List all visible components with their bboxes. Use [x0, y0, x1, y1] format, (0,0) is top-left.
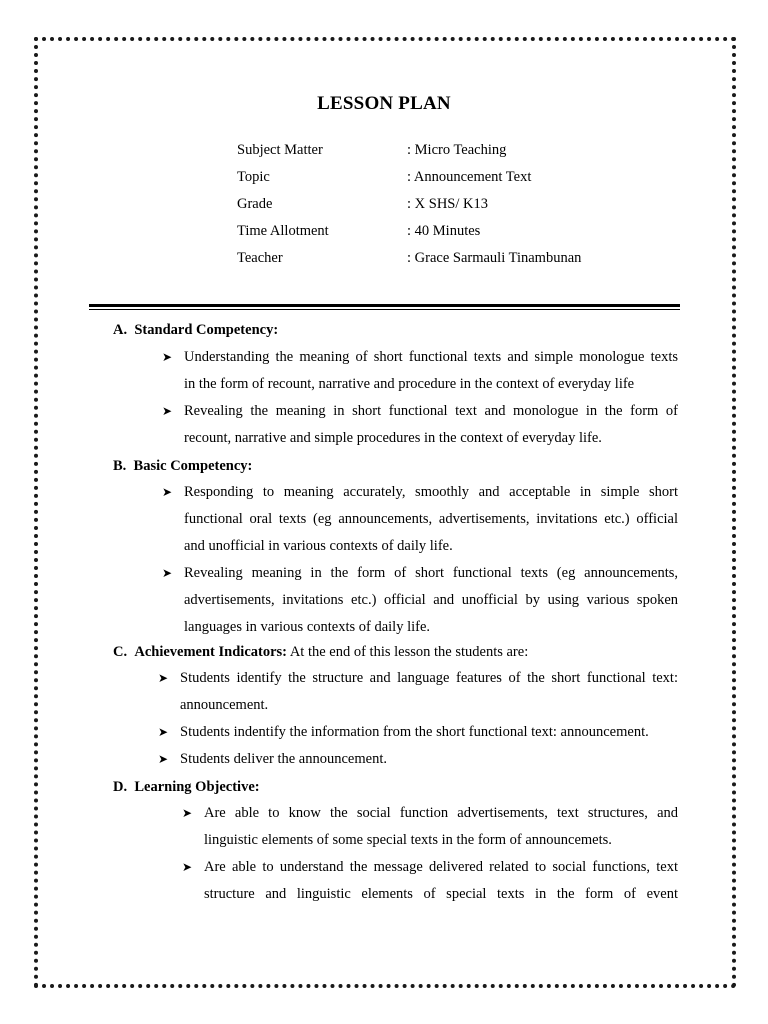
section-letter: B. [113, 458, 127, 474]
list-item-line: Students indentify the information from the short functional text: announcement. [180, 724, 649, 740]
section-letter: D. [113, 779, 128, 795]
list-item [162, 398, 678, 452]
page-title: LESSON PLAN [317, 93, 451, 114]
list-item-line: Are able to know the social function advertisements, text structures, and [204, 805, 678, 821]
arrow-bullet-icon: ➤ [162, 485, 173, 499]
arrow-bullet-icon: ➤ [158, 671, 169, 685]
list-item-line: functional oral texts (eg announcements, advertisements, invitations etc.) official [184, 511, 678, 527]
arrow-bullet-icon: ➤ [182, 806, 193, 820]
list-item [158, 719, 678, 746]
list-item-line: announcement. [180, 697, 269, 713]
list-item-line: and unofficial in various contexts of daily life. [184, 538, 453, 554]
arrow-bullet-icon: ➤ [182, 860, 193, 874]
section-title: Learning Objective: [134, 779, 260, 795]
list-item-line: languages in various contexts of daily life. [184, 619, 431, 635]
list-item-line: structure and linguistic elements of special texts in the form of event [204, 886, 678, 902]
section-title: Standard Competency: [134, 322, 279, 338]
list-item-line: linguistic elements of some special texts in the form of announcemets. [204, 832, 612, 848]
meta-value: : 40 Minutes [407, 223, 481, 239]
list-item-line: Students deliver the announcement. [180, 751, 387, 767]
meta-value: : X SHS/ K13 [407, 196, 488, 212]
section-b-heading [113, 458, 252, 475]
list-item [182, 854, 678, 908]
arrow-bullet-icon: ➤ [158, 752, 169, 766]
section-title: Basic Competency: [133, 458, 253, 474]
list-item [158, 665, 678, 719]
list-item-line: Students identify the structure and language features of the short functional text: [180, 670, 678, 686]
list-item-line: Revealing meaning in the form of short functional texts (eg announcements, [184, 565, 678, 581]
meta-label: Topic [237, 169, 270, 185]
list-item-line: Understanding the meaning of short functional texts and simple monologue texts [184, 349, 678, 365]
meta-label: Subject Matter [237, 142, 323, 158]
list-item-line: Responding to meaning accurately, smoothly and acceptable in simple short [184, 484, 678, 500]
meta-value: : Grace Sarmauli Tinambunan [407, 250, 582, 266]
list-item-line: advertisements, invitations etc.) official and unofficial by using various spoken [184, 592, 678, 608]
list-item [158, 746, 678, 773]
arrow-bullet-icon: ➤ [162, 404, 173, 418]
list-item-line: Revealing the meaning in short functional text and monologue in the form of [184, 403, 678, 419]
section-letter: A. [113, 322, 128, 338]
section-a-heading [113, 322, 278, 339]
list-item-line: in the form of recount, narrative and procedure in the context of everyday life [184, 376, 635, 392]
arrow-bullet-icon: ➤ [162, 350, 173, 364]
list-item [162, 560, 678, 641]
section-title: Achievement Indicators: [134, 644, 287, 660]
divider-thin [89, 309, 680, 310]
meta-label: Time Allotment [237, 223, 329, 239]
arrow-bullet-icon: ➤ [158, 725, 169, 739]
list-item-line: recount, narrative and simple procedures in the context of everyday life. [184, 430, 602, 446]
arrow-bullet-icon: ➤ [162, 566, 173, 580]
list-item [162, 344, 678, 398]
list-item-line: Are able to understand the message delivered related to social functions, text [204, 859, 678, 875]
meta-value: : Micro Teaching [407, 142, 507, 158]
list-item [182, 800, 678, 854]
meta-value: : Announcement Text [407, 169, 532, 185]
section-letter: C. [113, 644, 128, 660]
section-intro: At the end of this lesson the students are: [287, 644, 529, 660]
section-d-heading [113, 779, 260, 796]
section-c-heading [113, 644, 528, 661]
meta-label: Teacher [237, 250, 283, 266]
meta-label: Grade [237, 196, 273, 212]
divider-thick [89, 304, 680, 307]
list-item [162, 479, 678, 560]
